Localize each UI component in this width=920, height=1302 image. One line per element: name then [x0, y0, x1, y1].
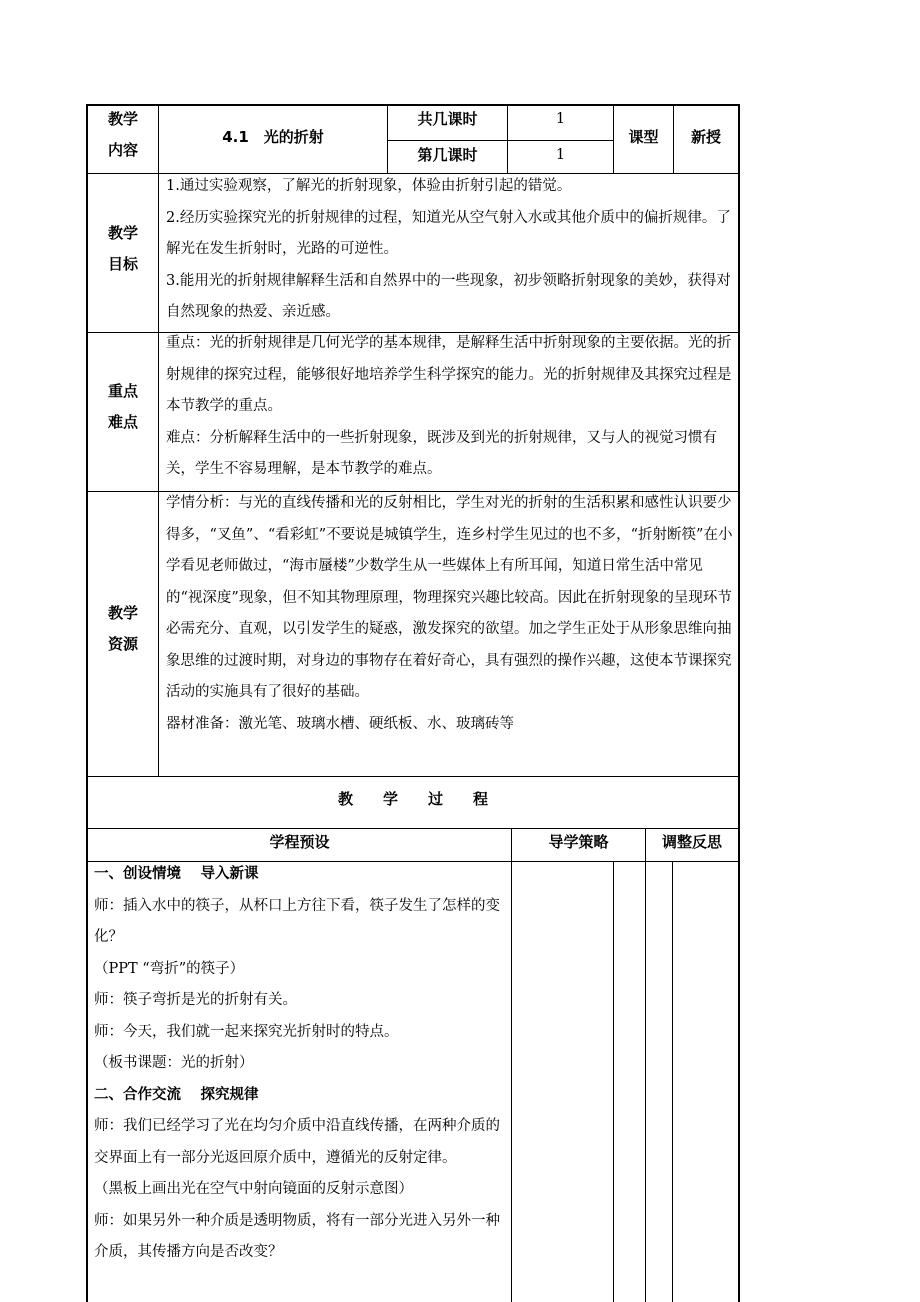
keypoints-label-line1: 重点: [107, 382, 138, 400]
goal-item: 3.能用光的折射规律解释生活和自然界中的一些现象，初步领略折射现象的美妙，获得对自然现象的热爱、亲近感。: [166, 272, 731, 320]
type-value: 新授: [690, 128, 721, 146]
keypoints-text: [166, 328, 734, 486]
goal-item: 1.通过实验观察，了解光的折射现象，体验由折射引起的错觉。: [166, 178, 572, 194]
process-line: 师：如果另外一种介质是透明物质，将有一部分光进入另外一种介质，其传播方向是否改变？: [94, 1212, 500, 1260]
lesson-title: 4.1 光的折射: [222, 128, 324, 146]
content-label-line2: 内容: [107, 141, 138, 159]
resource-item: 器材准备：激光笔、玻璃水槽、硬纸板、水、玻璃砖等: [166, 715, 514, 732]
section-heading: 二、合作交流 探究规律: [94, 1086, 259, 1103]
resources-label: [88, 598, 158, 660]
goal-item: 2.经历实验探究光的折射规律的过程，知道光从空气射入水或其他介质中的偏折规律。了解光在发生折射时，光路的可逆性。: [166, 209, 731, 257]
resource-item: 学情分析：与光的直线传播和光的反射相比，学生对光的折射的生活积累和感性认识要少得多，“叉鱼”、“看彩虹”不要说是城镇学生，连乡村学生见过的也不多，“折射断筷”在小学看见老师做过，“海市蜃楼”少数学生从一些媒体上有所耳闻，知道日常生活中常见的“视深度”现象，但不知其物理原理，物理探究兴趣比较高。因此在折射现象的呈现环节必需充分、直观，以引发学生的疑惑，激发探究的欲望。加之学生正处于从形象思维向抽象思维的过渡时期，对身边的事物存在着好奇心，具有强烈的操作兴趣，这使本节课探究活动的实施具有了很好的基础。: [166, 495, 733, 700]
resources-label-line2: 资源: [107, 635, 138, 653]
process-line: 师：插入水中的筷子，从杯口上方往下看，筷子发生了怎样的变化？: [94, 897, 500, 945]
process-line: （PPT “弯折”的筷子）: [94, 960, 245, 977]
goals-label: [88, 218, 158, 280]
column-header-plan: 学程预设: [269, 833, 330, 851]
process-line: 师：我们已经学习了光在均匀介质中沿直线传播，在两种介质的交界面上有一部分光返回原介质中，遵循光的反射定律。: [94, 1118, 500, 1166]
process-text: [94, 859, 506, 1269]
keypoint-item: 重点：光的折射规律是几何光学的基本规律，是解释生活中折射现象的主要依据。光的折射规律的探究过程，能够很好地培养学生科学探究的能力。光的折射规律及其探究过程是本节教学的重点。: [166, 335, 732, 414]
total-hours-label: 共几课时: [417, 110, 478, 128]
divider: [158, 104, 159, 776]
divider: [645, 828, 646, 1302]
process-line: 师：今天，我们就一起来探究光折射时的特点。: [94, 1023, 399, 1040]
resources-label-line1: 教学: [107, 604, 138, 622]
process-line: 师：筷子弯折是光的折射有关。: [94, 992, 297, 1008]
process-title: 教 学 过 程: [337, 790, 488, 808]
type-label: 课型: [628, 128, 659, 146]
which-hour-label: 第几课时: [417, 146, 478, 164]
content-label: [88, 104, 158, 166]
keypoints-label: [88, 376, 158, 438]
table-border-left: [86, 104, 88, 1302]
column-header-strategy: 导学策略: [548, 833, 609, 851]
goals-text: [166, 171, 734, 329]
goals-label-line2: 目标: [107, 255, 138, 273]
process-line: （黑板上画出光在空气中射向镜面的反射示意图）: [94, 1181, 413, 1197]
column-header-reflection: 调整反思: [661, 833, 722, 851]
keypoints-label-line2: 难点: [107, 413, 138, 431]
goals-label-line1: 教学: [107, 224, 138, 242]
keypoint-item: 难点：分析解释生活中的一些折射现象，既涉及到光的折射规律，又与人的视觉习惯有关，学生不容易理解，是本节教学的难点。: [166, 429, 717, 477]
table-border-right: [738, 104, 740, 1302]
content-label-line1: 教学: [107, 110, 138, 128]
divider: [672, 861, 673, 1302]
process-line: （板书课题：光的折射）: [94, 1055, 254, 1071]
divider: [511, 828, 512, 1302]
which-hour-value: 1: [555, 147, 566, 163]
resources-text: [166, 488, 734, 740]
total-hours-value: 1: [555, 111, 566, 127]
section-heading: 一、创设情境 导入新课: [94, 866, 259, 882]
divider: [86, 776, 740, 777]
divider: [613, 861, 614, 1302]
